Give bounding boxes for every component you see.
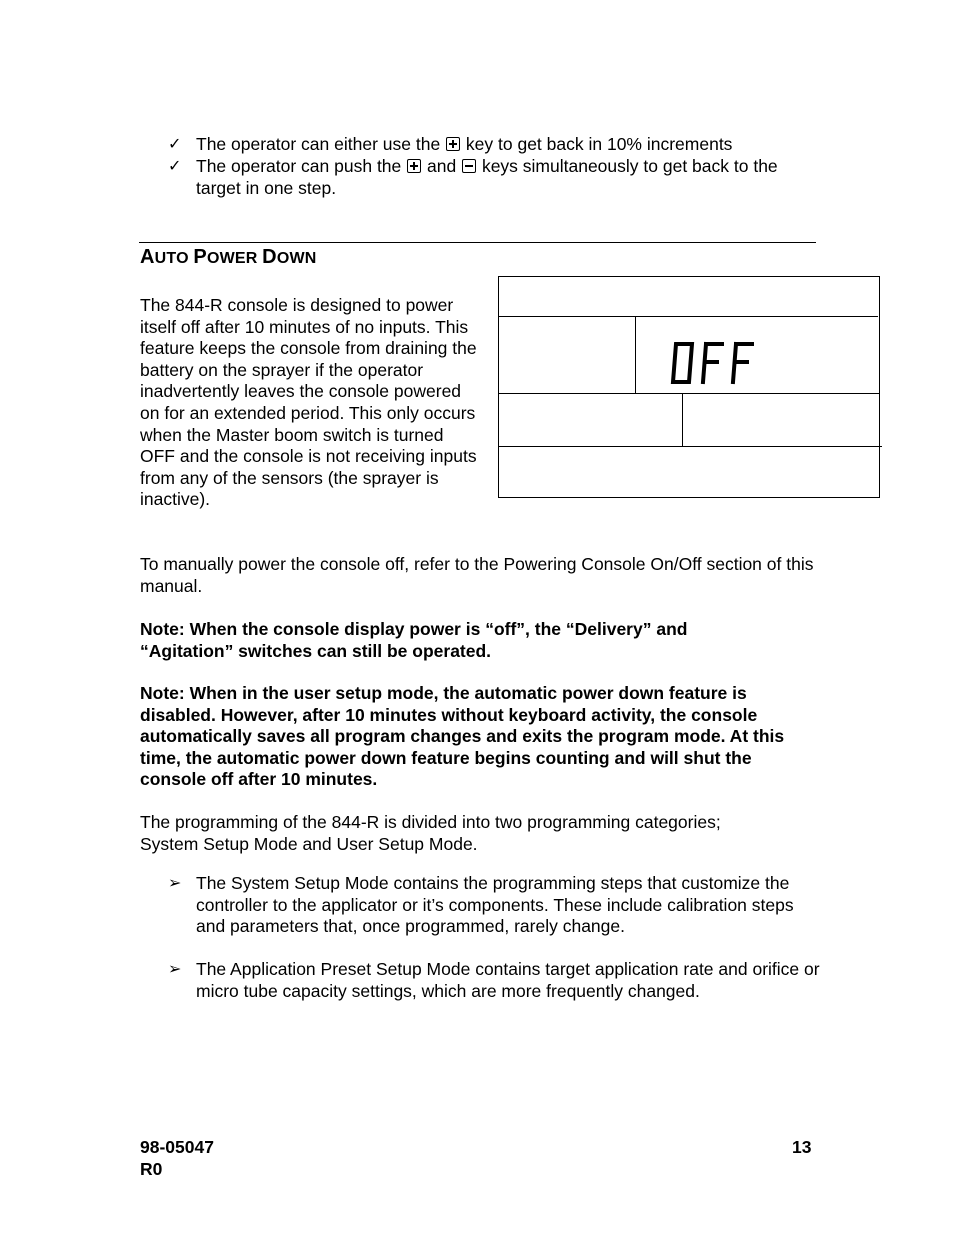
doc-number: 98-05047 xyxy=(140,1137,214,1157)
display-off-readout xyxy=(670,340,756,386)
display-divider xyxy=(635,316,636,393)
display-divider xyxy=(498,316,878,317)
programming-paragraph: The programming of the 844-R is divided into two programming categories; System Setup Mode and User Setup Mode. xyxy=(140,812,721,854)
list-item: ✓ The operator can push the and keys simultaneously to get back to the target in one step. xyxy=(168,156,778,198)
list-item: ➢ The System Setup Mode contains the programming steps that customize the controller to the applicator or it’s components. These include calibration steps and parameters that, once programmed, rarely change. xyxy=(168,873,794,937)
arrow-bullet-icon: ➢ xyxy=(168,961,182,978)
list-item: ➢ The Application Preset Setup Mode contains target application rate and orifice or micro tube capacity settings, which are more frequently changed. xyxy=(168,959,820,1001)
note-user-setup-mode: Note: When in the user setup mode, the automatic power down feature is disabled. However, after 10 minutes without keyboard activity, the console automatically saves all program changes and exits the program mode. At this time, the automatic power down feature begins counting and will shut the console off after 10 minutes. xyxy=(140,683,785,790)
note-delivery-agitation: Note: When the console display power is “off”, the “Delivery” and “Agitation” switches can still be operated. xyxy=(140,619,688,661)
page-number: 13 xyxy=(792,1137,812,1157)
plus-key-icon xyxy=(446,137,460,151)
manual-power-paragraph: To manually power the console off, refer to the Powering Console On/Off section of this manual. xyxy=(140,554,814,596)
section-heading: AUTO POWER DOWN xyxy=(140,246,317,268)
section-rule xyxy=(139,242,816,243)
display-divider xyxy=(498,393,880,394)
display-divider xyxy=(498,446,882,447)
console-display xyxy=(498,276,880,498)
auto-power-down-paragraph: The 844-R console is designed to power itself off after 10 minutes of no inputs. This feature keeps the console from draining the battery on the sprayer if the operator inadvertently leaves the console powered on for an extended period. This only occurs when the Master boom switch is turned OFF and the console is not receiving inputs from any of the sensors (the sprayer is inactive). xyxy=(140,295,477,510)
list-item: ✓ The operator can either use the key to get back in 10% increments xyxy=(168,134,733,154)
display-divider xyxy=(682,393,683,446)
check-icon: ✓ xyxy=(168,136,182,153)
revision: R0 xyxy=(140,1159,163,1179)
minus-key-icon xyxy=(462,159,476,173)
arrow-bullet-icon: ➢ xyxy=(168,875,182,892)
plus-key-icon xyxy=(407,159,421,173)
check-icon: ✓ xyxy=(168,158,182,175)
